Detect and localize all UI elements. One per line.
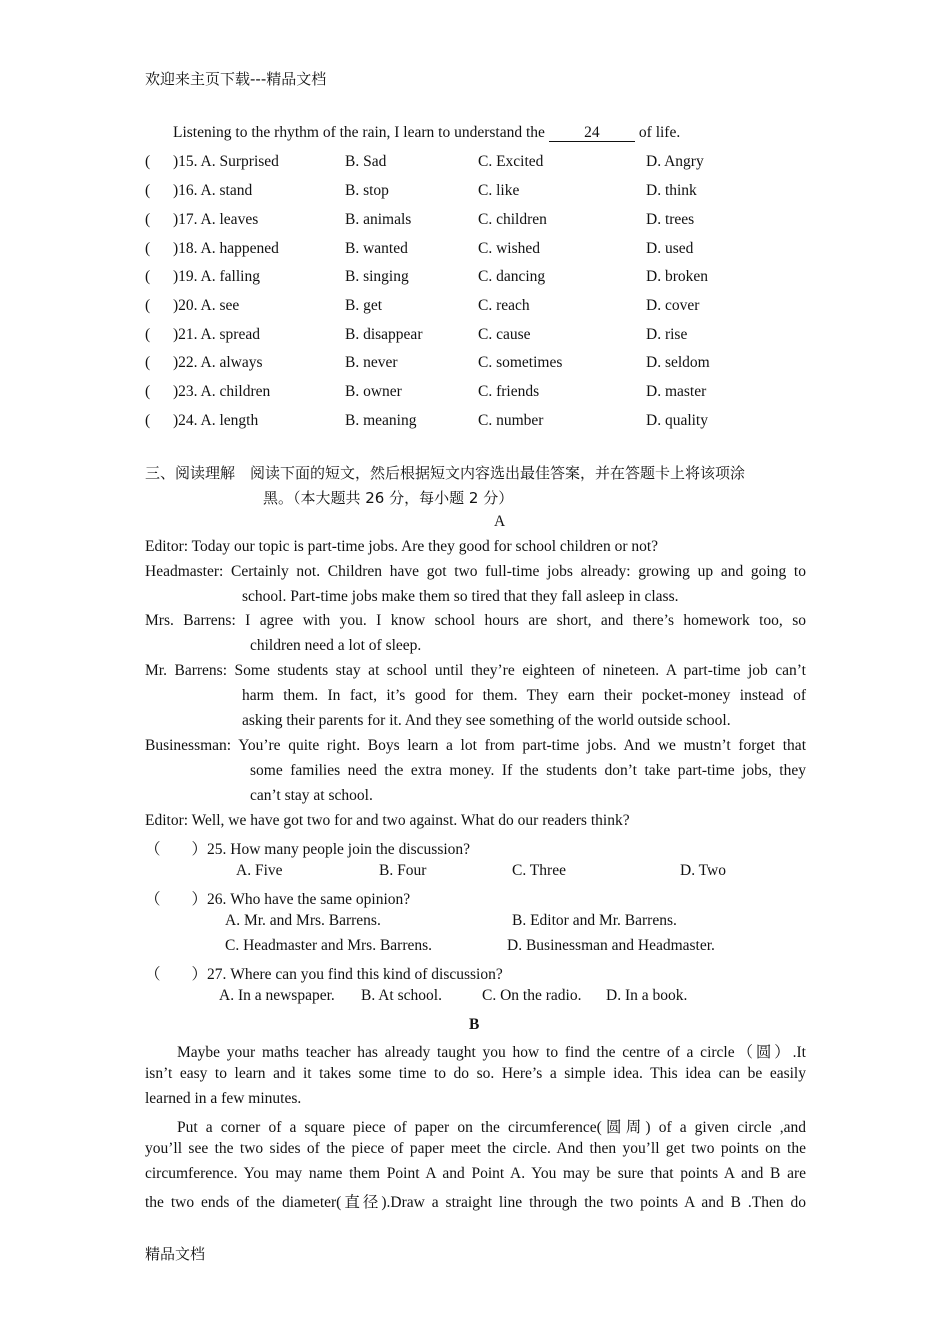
cloze-intro-line [173,124,680,142]
option-d: D. broken [646,268,708,285]
option-d: D. think [646,182,697,199]
option-a: )19. A. falling [173,268,260,285]
option-b: B. disappear [345,326,423,343]
option-b: B. never [345,354,398,371]
option-d: D. quality [646,412,708,429]
dialogue-line: Editor: Today our topic is part-time jobs. Are they good for school children or not? [145,538,659,555]
option-b: B. stop [345,182,389,199]
answer-paren: ( [145,326,151,343]
option-c: C. dancing [478,268,546,285]
page-header: 欢迎来主页下载---精品文档 [145,70,327,88]
option-b: B. singing [345,268,409,285]
option-c: C. friends [478,383,540,400]
option-c: C. cause [478,326,531,343]
section-title-continued: 黑。（本大题共 26 分，每小题 2 分） [263,489,514,507]
intro-text-before: Listening to the rhythm of the rain, I learn to understand the [173,124,545,141]
option-c: C. number [478,412,544,429]
question-25: （ ）25. How many people join the discussion? [145,841,471,858]
paragraph-line: learned in a few minutes. [145,1090,302,1107]
option-d: D. used [646,240,694,257]
dialogue-line: Businessman: You’re quite right. Boys learn a lot from part-time jobs. And we mustn’t forget that [145,737,806,754]
answer-blank-24: 24 [549,125,635,142]
option-a: )20. A. see [173,297,240,314]
paragraph-line: you’ll see the two sides of the piece of paper meet the circle. And then you’ll get two points on the [145,1140,806,1157]
answer-paren: ( [145,182,151,199]
question-27-option-d: D. In a book. [606,987,688,1004]
answer-paren: ( [145,412,151,429]
answer-paren: ( [145,153,151,170]
option-d: D. Angry [646,153,704,170]
question-26-option-c: C. Headmaster and Mrs. Barrens. [225,937,433,954]
paragraph-line: Put a corner of a square piece of paper on the circumference(圆周) of a given circle ,and [177,1119,806,1136]
option-b: B. get [345,297,383,314]
option-a: )16. A. stand [173,182,253,199]
question-25-option-c: C. Three [512,862,566,879]
option-c: C. Excited [478,153,544,170]
question-27-option-a: A. In a newspaper. [219,987,335,1004]
answer-paren: ( [145,297,151,314]
option-b: B. owner [345,383,402,400]
dialogue-line: children need a lot of sleep. [250,637,422,654]
dialogue-line: Mr. Barrens: Some students stay at school until they’re eighteen of nineteen. A part-time job can’t [145,662,806,679]
option-b: B. wanted [345,240,408,257]
question-26-option-d: D. Businessman and Headmaster. [507,937,715,954]
answer-paren: ( [145,211,151,228]
question-25-option-a: A. Five [236,862,283,879]
dialogue-line: some families need the extra money. If the students don’t take part-time jobs, they [250,762,806,779]
intro-text-after: of life. [638,124,681,141]
option-d: D. seldom [646,354,710,371]
paragraph-line: circumference. You may name them Point A and Point A. You may be sure that points A and B are [145,1165,806,1182]
option-b: B. animals [345,211,412,228]
option-d: D. trees [646,211,695,228]
option-a: )17. A. leaves [173,211,259,228]
dialogue-line: harm them. In fact, it’s good for them. They earn their pocket-money instead of [242,687,806,704]
question-25-option-b: B. Four [379,862,427,879]
answer-paren: ( [145,383,151,400]
option-a: )15. A. Surprised [173,153,279,170]
option-b: B. Sad [345,153,387,170]
option-a: )22. A. always [173,354,263,371]
option-d: D. master [646,383,707,400]
option-d: D. rise [646,326,688,343]
option-b: B. meaning [345,412,417,429]
dialogue-line: school. Part-time jobs make them so tired that they fall asleep in class. [242,588,679,605]
passage-b-label: B [469,1016,480,1033]
question-25-option-d: D. Two [680,862,726,879]
dialogue-line: can’t stay at school. [250,787,373,804]
option-a: )24. A. length [173,412,259,429]
dialogue-line: asking their parents for it. And they see something of the world outside school. [242,712,731,729]
question-27-option-c: C. On the radio. [482,987,582,1004]
paragraph-line: the two ends of the diameter(直径).Draw a straight line through the two points A and B .Then do [145,1194,806,1211]
dialogue-line: Editor: Well, we have got two for and two against. What do our readers think? [145,812,630,829]
option-a: )23. A. children [173,383,271,400]
option-c: C. reach [478,297,530,314]
passage-a-label: A [494,513,506,530]
answer-paren: ( [145,354,151,371]
question-26: （ ）26. Who have the same opinion? [145,891,411,908]
question-27-option-b: B. At school. [361,987,442,1004]
option-c: C. like [478,182,520,199]
option-a: )21. A. spread [173,326,260,343]
paragraph-line: Maybe your maths teacher has already taught you how to find the centre of a circle（圆）.It [177,1044,806,1061]
answer-paren: ( [145,268,151,285]
answer-paren: ( [145,240,151,257]
dialogue-line: Headmaster: Certainly not. Children have got two full-time jobs already: growing up and going to [145,563,806,580]
option-a: )18. A. happened [173,240,279,257]
question-27: （ ）27. Where can you find this kind of discussion? [145,966,503,983]
page-footer: 精品文档 [145,1245,206,1263]
question-26-option-b: B. Editor and Mr. Barrens. [512,912,677,929]
option-c: C. wished [478,240,540,257]
dialogue-line: Mrs. Barrens: I agree with you. I know school hours are short, and there’s homework too, so [145,612,806,629]
option-c: C. sometimes [478,354,563,371]
question-26-option-a: A. Mr. and Mrs. Barrens. [225,912,381,929]
option-d: D. cover [646,297,700,314]
option-c: C. children [478,211,547,228]
section-title: 三、阅读理解 阅读下面的短文，然后根据短文内容选出最佳答案，并在答题卡上将该项涂 [145,464,746,482]
paragraph-line: isn’t easy to learn and it takes some time to do so. Here’s a simple idea. This idea can be easily [145,1065,806,1082]
